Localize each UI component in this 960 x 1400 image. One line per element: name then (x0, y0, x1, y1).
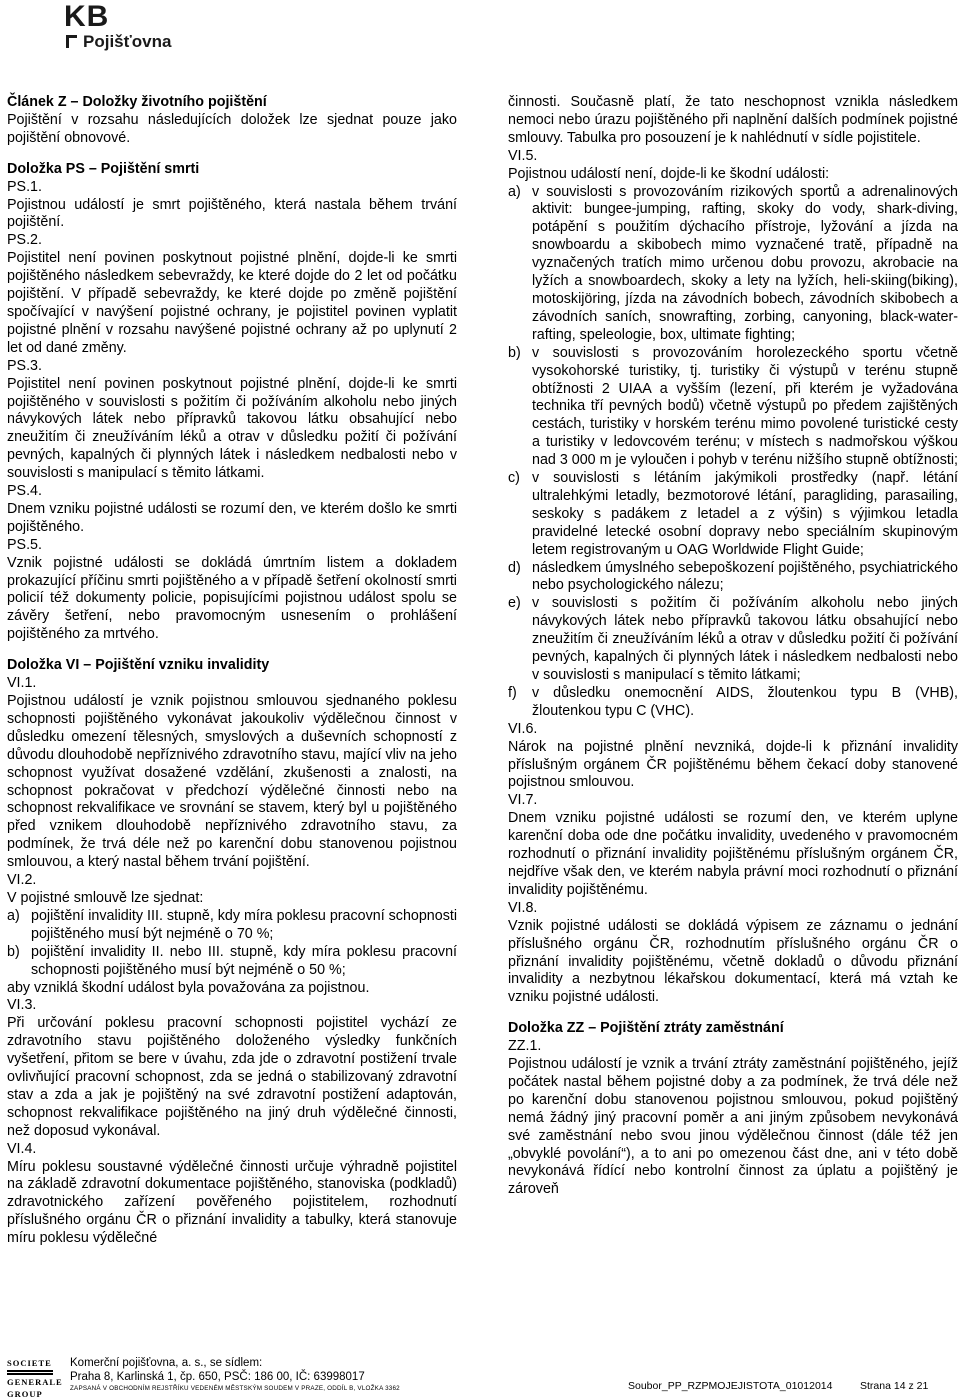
clause-number: PS.2. (7, 232, 42, 249)
list-item (508, 685, 958, 721)
paragraph: Pojistnou událostí je smrt pojištěného, která nastala během trvání pojištění. (7, 196, 457, 231)
list-item (508, 345, 958, 470)
clause-number: VI.6. (508, 720, 538, 737)
list-item-text: v souvislosti s provozováním horolezeckého sportu včetně vysokohorské turistiky, tj. turistiky či výstupů v terénu stupně obtížnosti 2 UIAA a vyšším (lezení, při kterém je vyžadována technika tří pevných bodů) včetně výstupů po předem zajištěných cestách, turistiky v horském terénu mimo povolené turistické cesty a turistiky v ledovcovém terénu; v místech s nadmořskou výškou nad 3 000 m je vyloučen i pohyb v terénu nižšího stupně obtížnosti; (532, 344, 958, 469)
clause-number: VI.8. (508, 899, 538, 916)
list-item-text: následkem úmyslného sebepoškození pojištěného, psychiatrického nebo psychologického nálezu; (532, 559, 958, 594)
section-heading-vi: Doložka VI – Pojištění vzniku invalidity (7, 657, 270, 674)
company-address: Praha 8, Karlinská 1, čp. 650, PSČ: 186 00, IČ: 63998017 (70, 1371, 365, 1383)
page-footer (0, 1352, 960, 1398)
kb-pojistovna-logo (64, 0, 172, 51)
vi5-list (508, 184, 958, 721)
list-marker: a) (508, 183, 521, 200)
sg-line-3: GROUP (7, 1389, 43, 1399)
paragraph: Pojistitel není povinen poskytnout pojistné plnění, dojde-li ke smrti pojištěného v souvislosti s požitím či požíváním alkoholu nebo jiných návykových látek nebo přípravků takovou látku obsahující nebo zneužitím či zneužíváním léků a otrav v důsledku požití či požívání pevných, kapalných či plynných látek i následkem nedbalosti nebo v souvislosti s manipulací s těmito látkami. (7, 375, 457, 482)
paragraph: činnosti. Současně platí, že tato neschopnost vznikla následkem nemoci nebo úrazu pojištěného při naplnění dalších podmínek pojistné smlouvy. Tabulka pro posouzení je k nahlédnutí v sídle pojistitele. (508, 94, 958, 146)
societe-generale-logo (7, 1357, 63, 1400)
paragraph: Pojistnou událostí je vznik a trvání ztráty zaměstnání pojištěného, jejíž počátek nastal během pojistné doby a za podmínek, že trvá déle než po karenční dobu stanovenou pojistnou smlouvou, pokud pojištěný nemá žádný jiný pracovní poměr a ani jiným způsobem nevykonává své zaměstnání nebo svou jinou výdělečnou činnost (dále též jen „obvyklé povolání“), a to ani po omezenou část dne, ani v této době nevykonává řídící nebo kontrolní činnost za úplatu a pojištěný je zároveň (508, 1056, 958, 1198)
list-item (7, 944, 457, 980)
list-item-text: v souvislosti s létáním jakýmikoli prostředky (např. létání ultralehkými letadly, bezmotorové létání, paragliding, parasailing, seskoky s padákem z letadel a z výšin) s výjimkou letadla pravidelné letecké osobní dopravy nebo speciálním skupinovým letem registrovaným u OAG Worldwide Flight Guide; (532, 470, 958, 558)
sg-line-2: GENERALE (7, 1377, 63, 1387)
paragraph: Dnem vzniku pojistné události se rozumí den, ve kterém uplyne karenční doba ode dne počátku invalidity, uvedeného v pravomocném rozhodnutí o přiznání invalidity pojištěnému příslušným orgánem ČR, nejdříve však den, ve kterém nabyla právní moci rozhodnutí o přiznání invalidity pojištěnému. (508, 810, 958, 898)
section-heading-zz: Doložka ZZ – Pojištění ztráty zaměstnání (508, 1020, 784, 1037)
company-name: Komerční pojišťovna, a. s., se sídlem: (70, 1357, 263, 1369)
clause-number: VI.3. (7, 997, 37, 1014)
sg-bar-red (7, 1370, 53, 1372)
paragraph: Pojištění v rozsahu následujících doložek lze sjednat pouze jako pojištění obnovové. (7, 111, 457, 146)
paragraph: Pojistnou událostí není, dojde-li ke škodní události: (508, 165, 830, 182)
paragraph: Při určování poklesu pracovní schopnosti pojistitel vychází ze zdravotního stavu pojištěného doloženého výsledky funkčních vyšetření, přitom se bere v úvahu, zda jde o zdravotní postižení trvale ovlivňující pracovní schopnost, zda se jedná o stabilizovaný zdravotní stav a zda a jak je pojištěný na své zdravotní postižení adaptován, schopnost rekvalifikace pojištěného na jiný druh výdělečné činnosti, než doposud vykonával. (7, 1015, 457, 1139)
paragraph: Míru poklesu soustavné výdělečné činnosti určuje výhradně pojistitel na základě zdravotní dokumentace pojištěného, stanoviska (podkladů) zdravotnického zařízení pověřeného pojistitelem, rozhodnutí příslušného orgánu ČR o přiznání invalidity a tabulky, která stanovuje míru poklesu výdělečné (7, 1158, 457, 1247)
list-marker: a) (7, 907, 20, 924)
list-marker: b) (508, 344, 521, 361)
list-item (508, 595, 958, 685)
clause-number: PS.5. (7, 536, 42, 553)
list-item (508, 184, 958, 345)
list-marker: e) (508, 595, 521, 612)
clause-number: PS.1. (7, 178, 42, 195)
clause-number: ZZ.1. (508, 1038, 542, 1055)
clause-number: VI.2. (7, 872, 37, 889)
paragraph: Pojistitel není povinen poskytnout pojistné plnění, dojde-li ke smrti pojištěného následkem sebevraždy, ke které dojde do 2 let od počátku pojištění. V případě sebevraždy, ke které dojde po změně pojištění spočívající v navýšení pojistné ochrany, je pojistitel povinen vyplatit pojistné plnění v rozsahu navýšené pojistné ochrany až po uplynutí 2 let od dané změny. (7, 250, 457, 356)
logo-mark: KB (64, 0, 110, 33)
list-item-text: v souvislosti s požitím či požíváním alkoholu nebo jiných návykových látek nebo přípravků takovou látku obsahující nebo zneužitím či zneužíváním léků a otrav v důsledku požití či požívání pevných, kapalných či plynných látek i následkem nedbalosti nebo v souvislosti s manipulací s těmito látkami; (532, 595, 958, 683)
list-item-text: v důsledku onemocnění AIDS, žloutenkou typu B (VHB), žloutenkou typu C (VHC). (532, 684, 958, 719)
company-info (70, 1356, 365, 1384)
section-heading-z: Článek Z – Doložky životního pojištění (7, 94, 267, 110)
clause-number: PS.4. (7, 483, 42, 500)
clause-number: VI.7. (508, 792, 538, 809)
page-header (0, 0, 960, 70)
list-marker: b) (7, 943, 20, 960)
list-item (7, 908, 457, 944)
right-column (508, 94, 958, 1199)
list-item-text: v souvislosti s provozováním rizikových sportů a adrenalinových aktivit: bungee-jumping, rafting, skoky do vody, shark-diving, potápění s použitím dýchacího přístroje, lyžování a jízda na snowboardu a skibobech mimo vyznačené tratě, případně na vyznačených tratích mimo určenou dobu provozu, akrobacie na lyžích a snowboardech, skoky a lety na lyžích, heli-skiing(biking), motoskijöring, jízda na závodních bobech, závodních skibobech a závodních saních, snowrafting, zorbing, canyoning, black-water-rafting, speleologie, box, ultimate fighting; (532, 183, 958, 343)
clause-number: VI.5. (508, 147, 538, 164)
left-column (7, 94, 457, 1248)
sg-line-1: SOCIETE (7, 1358, 52, 1368)
list-item (508, 560, 958, 596)
registry-note: ZAPSANÁ V OBCHODNÍM REJSTŘÍKU VEDENÉM MĚSTSKÝM SOUDEM V PRAZE, ODDÍL B, VLOŽKA 3362 (70, 1385, 400, 1392)
paragraph: Pojistnou událostí je vznik pojistnou smlouvou sjednaného poklesu schopnosti pojištěného vykonávat jakoukoliv výdělečnou činnost v důsledku omezení tělesných, smyslových a duševních schopností z důvodu dlouhodobě nepříznivého zdravotního stavu, mající vliv na jeho schopnost využívat dosažené vzdělání, zkušenosti a znalosti, na schopnost pokračovat v předchozí výdělečné činnosti nebo na schopnost rekvalifikace ve srovnání se stavem, který byl u pojištěného před vznikem dlouhodobě nepříznivého zdravotního stavu, za podmínek, že trvá déle než po karenční dobu stanovenou pojistnou smlouvou, a který nastal během trvání pojištění. (7, 693, 457, 871)
logo-subtitle (66, 32, 171, 52)
list-item (508, 470, 958, 560)
corner-bracket-icon (66, 35, 77, 48)
clause-number: VI.4. (7, 1140, 37, 1157)
vi2-list (7, 908, 457, 980)
paragraph: aby vzniklá škodní událost byla považována za pojistnou. (7, 979, 370, 996)
logo-subtitle-text: Pojišťovna (83, 32, 172, 51)
list-marker: c) (508, 470, 520, 487)
clause-number: PS.3. (7, 357, 42, 374)
page-number: Strana 14 z 21 (860, 1380, 929, 1392)
sg-bar-black (7, 1373, 53, 1375)
paragraph: Vznik pojistné události se dokládá úmrtním listem a dokladem prokazující příčinu smrti pojištěného a v případě šetření okolností smrti policií též dokumenty policie, popisujícími pojistnou událost spolu se závěry šetření, nebo pravomocným usnesením o prohlášení pojištěného za mrtvého. (7, 554, 457, 643)
file-name: Soubor_PP_RZPMOJEJISTOTA_01012014 (628, 1380, 833, 1392)
paragraph: Dnem vzniku pojistné události se rozumí den, ve kterém došlo ke smrti pojištěného. (7, 500, 457, 535)
list-marker: d) (508, 559, 521, 576)
clause-number: VI.1. (7, 675, 37, 692)
paragraph: Vznik pojistné události se dokládá výpisem ze záznamu o jednání příslušného orgánu ČR, rozhodnutím příslušného orgánu ČR o přiznání invalidity pojištěnému, včetně dokladů o důvodu přiznání invalidity a nezbytnou lékařskou dokumentací, která má vztah ke vzniku pojistné události. (508, 917, 958, 1006)
section-heading-ps: Doložka PS – Pojištění smrti (7, 160, 200, 177)
list-item-text: pojištění invalidity III. stupně, kdy míra poklesu pracovní schopnosti pojištěného musí být nejméně o 70 %; (31, 907, 457, 942)
paragraph: Nárok na pojistné plnění nevzniká, dojde-li k přiznání invalidity příslušným orgánem ČR pojištěnému během čekací doby stanovené pojistnou smlouvou. (508, 738, 958, 791)
list-item-text: pojištění invalidity II. nebo III. stupně, kdy míra poklesu pracovní schopnosti pojištěného musí být nejméně o 50 %; (31, 943, 457, 978)
paragraph: V pojistné smlouvě lze sjednat: (7, 889, 204, 906)
list-marker: f) (508, 684, 517, 701)
